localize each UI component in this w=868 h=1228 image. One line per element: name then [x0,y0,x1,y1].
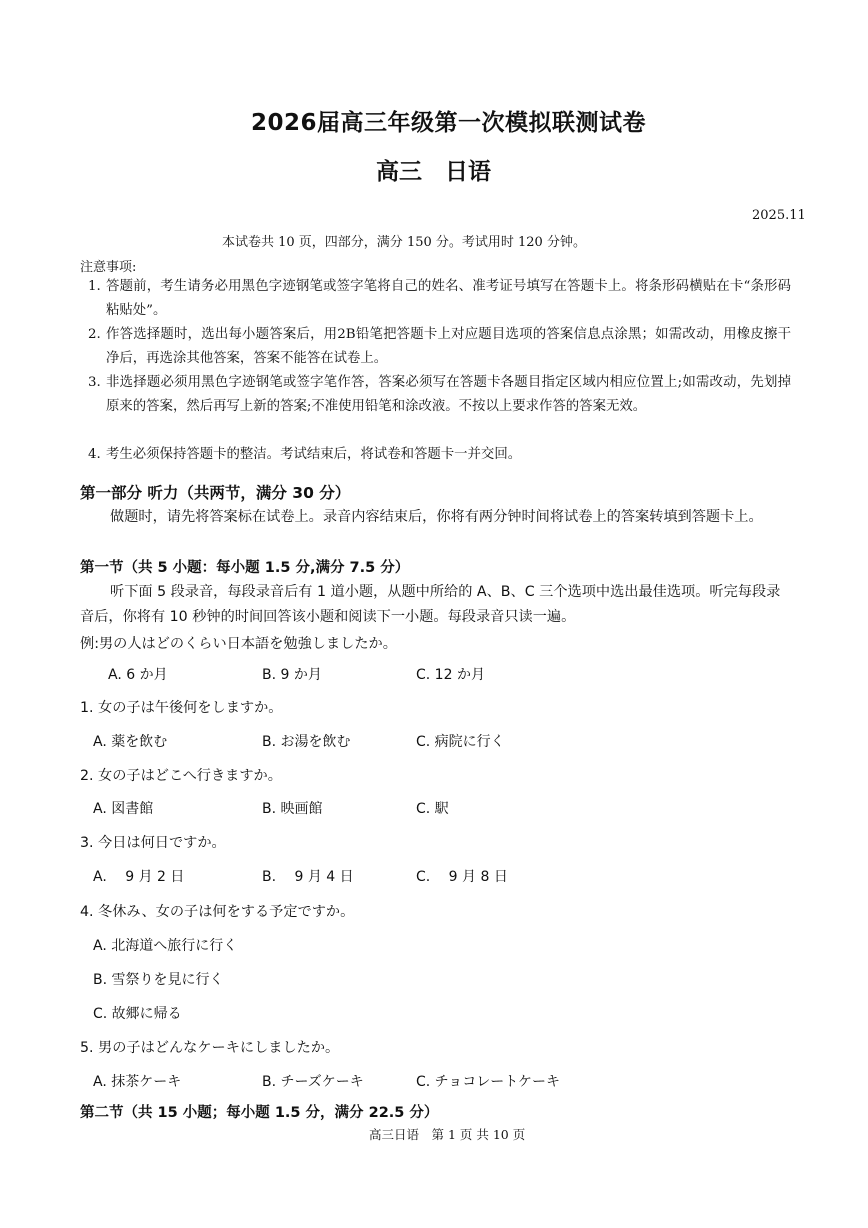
note-item [88,323,791,371]
question-4: 4. 冬休み、女の子は何をする予定ですか。 [80,904,355,920]
q3-option-c: C. 9 月 8 日 [416,869,508,885]
q5-option-c: C. チョコレートケーキ [416,1074,560,1090]
q3-option-b: B. 9 月 4 日 [262,869,354,885]
q1-option-c: C. 病院に行く [416,734,505,750]
q1-option-b: B. お湯を飲む [262,734,351,750]
q4-option-b: B. 雪祭りを見に行く [93,972,224,988]
q5-option-a: A. 抹茶ケーキ [93,1074,182,1090]
q2-option-a: A. 図書館 [93,801,154,817]
section1-heading: 第一节（共 5 小题：每小题 1.5 分,满分 7.5 分） [80,560,410,576]
note-text: 考生必须保持答题卡的整洁。考试结束后，将试卷和答题卡一并交回。 [106,447,522,462]
example-question: 例:男の人はどのくらい日本語を勉強しましたか。 [80,636,397,652]
q1-option-a: A. 薬を飲む [93,734,168,750]
notes-heading: 注意事项: [80,260,137,275]
part1-intro: 做题时，请先将答案标在试卷上。录音内容结束后，你将有两分钟时间将试卷上的答案转填到答题卡上。 [110,509,763,525]
section1-intro: 听下面 5 段录音，每段录音后有 1 道小题，从题中所给的 A、B、C 三个选项中选出最佳选项。听完每段录音后，你将有 10 秒钟的时间回答该小题和阅读下一小题。每段录音只读一遍。 [80,584,781,625]
page-footer: 高三日语 第 1 页 共 10 页 [369,1127,526,1142]
q2-option-b: B. 映画館 [262,801,323,817]
note-number: 1. [88,279,101,294]
note-item [88,275,791,323]
note-item [88,371,791,419]
question-2: 2. 女の子はどこへ行きますか。 [80,768,282,784]
example-option-a: A. 6 か月 [108,667,168,683]
example-option-b: B. 9 か月 [262,667,322,683]
note-number: 3. [88,375,101,390]
note-item [88,443,791,467]
note-text: 作答选择题时，选出每小题答案后，用2B铅笔把答题卡上对应题目选项的答案信息点涂黑；如需改动，用橡皮擦干净后，再选涂其他答案，答案不能答在试卷上。 [106,327,791,366]
exam-title: 2026届高三年级第一次模拟联测试卷 [251,110,647,136]
q2-option-c: C. 駅 [416,801,449,817]
note-number: 2. [88,327,101,342]
q3-option-a: A. 9 月 2 日 [93,869,185,885]
section2-heading: 第二节（共 15 小题；每小题 1.5 分，满分 22.5 分） [80,1105,439,1121]
example-option-c: C. 12 か月 [416,667,485,683]
part1-heading: 第一部分 听力（共两节，满分 30 分） [80,484,351,502]
question-5: 5. 男の子はどんなケーキにしましたか。 [80,1040,340,1056]
q4-option-a: A. 北海道へ旅行に行く [93,938,238,954]
note-number: 4. [88,447,101,462]
note-text: 答题前，考生请务必用黑色字迹钢笔或签字笔将自己的姓名、准考证号填写在答题卡上。将条形码横贴在卡“条形码粘贴处”。 [106,279,791,318]
exam-date: 2025.11 [752,208,806,223]
q4-option-c: C. 故郷に帰る [93,1006,182,1022]
question-1: 1. 女の子は午後何をしますか。 [80,700,283,716]
exam-info: 本试卷共 10 页，四部分，满分 150 分。考试用时 120 分钟。 [222,235,586,250]
note-text: 非选择题必须用黑色字迹钢笔或签字笔作答，答案必须写在答题卡各题目指定区域内相应位置上;如需改动，先划掉原来的答案，然后再写上新的答案;不准使用铅笔和涂改液。不按以上要求作答的答案无效。 [106,375,791,414]
exam-subtitle: 高三 日语 [376,159,491,185]
question-3: 3. 今日は何日ですか。 [80,835,226,851]
q5-option-b: B. チーズケーキ [262,1074,364,1090]
